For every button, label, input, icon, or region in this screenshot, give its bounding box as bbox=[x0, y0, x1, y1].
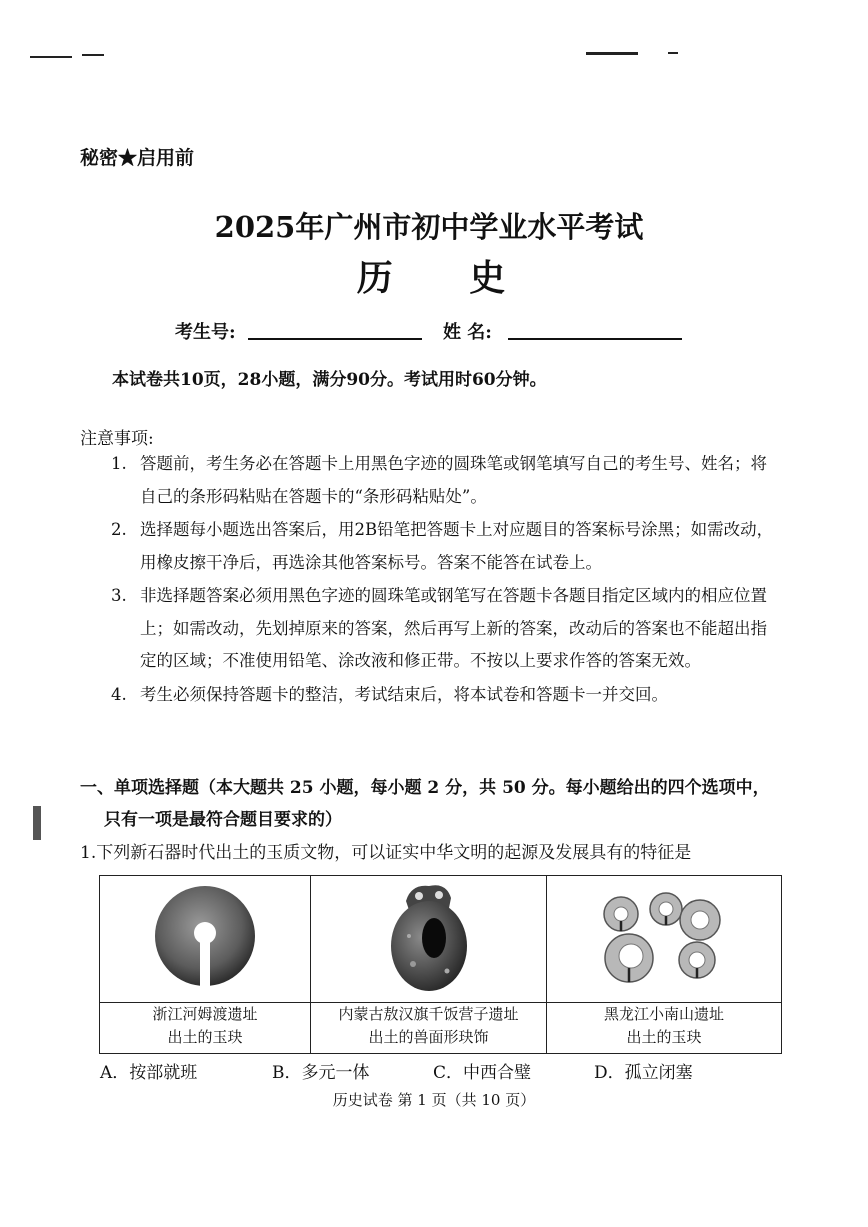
confidential-label: 秘密★启用前 bbox=[80, 147, 195, 169]
exam-title: 2025年广州市初中学业水平考试 bbox=[214, 210, 644, 244]
page-footer: 历史试卷 第 1 页（共 10 页） bbox=[332, 1091, 536, 1109]
figure-caption-line1: 黑龙江小南山遗址 bbox=[603, 1005, 724, 1023]
scan-mark-top-left-2 bbox=[82, 54, 104, 56]
notes-heading: 注意事项: bbox=[80, 429, 154, 449]
note-number: 2. bbox=[111, 520, 127, 539]
note-item bbox=[80, 448, 780, 513]
scan-mark-left-edge bbox=[33, 806, 41, 840]
option-d: D．孤立闭塞 bbox=[594, 1063, 693, 1083]
figure-caption-line2: 出土的兽面形玦饰 bbox=[368, 1028, 489, 1046]
beast-face-jue-image bbox=[311, 876, 546, 998]
figure-caption-line1: 浙江河姆渡遗址 bbox=[152, 1005, 258, 1023]
option-a: A．按部就班 bbox=[100, 1063, 198, 1083]
section-heading-line1: 一、单项选择题（本大题共 25 小题，每小题 2 分，共 50 分。每小题给出的四个选项中， bbox=[80, 778, 770, 798]
figure-cell bbox=[100, 876, 311, 1003]
note-text: 选择题每小题选出答案后，用2B铅笔把答题卡上对应题目的答案标号涂黑；如需改动，用橡皮擦干净后，再选涂其他答案标号。答案不能答在试卷上。 bbox=[140, 520, 774, 572]
figure-cell bbox=[547, 876, 782, 1003]
figure-table bbox=[99, 875, 782, 1054]
jade-jue-xiaonanshan-image bbox=[547, 876, 781, 998]
jade-jue-hemudu-image bbox=[100, 876, 310, 998]
question-stem: 1.下列新石器时代出土的玉质文物，可以证实中华文明的起源及发展具有的特征是 bbox=[80, 843, 692, 863]
note-item bbox=[80, 679, 780, 712]
paper-info: 本试卷共10页，28小题，满分90分。考试用时60分钟。 bbox=[112, 370, 547, 390]
note-item bbox=[80, 514, 780, 579]
section-heading bbox=[80, 772, 800, 836]
scan-mark-top-right-2 bbox=[668, 52, 678, 54]
section-heading-line2: 只有一项是最符合题目要求的） bbox=[104, 810, 342, 830]
figure-caption-line1: 内蒙古敖汉旗千饭营子遗址 bbox=[338, 1005, 519, 1023]
notes-list bbox=[80, 448, 780, 711]
scan-mark-top-left bbox=[30, 56, 72, 58]
figure-caption bbox=[547, 1003, 782, 1054]
figure-caption-line2: 出土的玉玦 bbox=[626, 1028, 702, 1046]
note-number: 3. bbox=[111, 586, 127, 605]
note-number: 4. bbox=[111, 684, 127, 704]
note-item bbox=[80, 580, 780, 678]
note-text: 答题前，考生务必在答题卡上用黑色字迹的圆珠笔或钢笔填写自己的考生号、姓名；将自己的条形码粘贴在答题卡的“条形码粘贴处”。 bbox=[140, 454, 767, 506]
subject-title: 历 史 bbox=[356, 257, 538, 299]
figure-caption bbox=[100, 1003, 311, 1054]
examinee-number-field[interactable] bbox=[248, 338, 422, 340]
figure-caption-line2: 出土的玉玦 bbox=[167, 1028, 243, 1046]
note-number: 1. bbox=[111, 454, 127, 473]
name-label: 姓 名: bbox=[443, 322, 492, 343]
option-c: C．中西合璧 bbox=[433, 1063, 532, 1083]
figure-caption bbox=[311, 1003, 547, 1054]
note-text: 非选择题答案必须用黑色字迹的圆珠笔或钢笔写在答题卡各题目指定区域内的相应位置上；如需改动，先划掉原来的答案，然后再写上新的答案，改动后的答案也不能超出指定的区域；不准使用铅笔、涂改液和修正带。不按以上要求作答的答案无效。 bbox=[140, 586, 767, 670]
option-b: B．多元一体 bbox=[272, 1063, 370, 1083]
name-field[interactable] bbox=[508, 338, 682, 340]
note-text: 考生必须保持答题卡的整洁，考试结束后，将本试卷和答题卡一并交回。 bbox=[140, 684, 668, 704]
figure-cell bbox=[311, 876, 547, 1003]
scan-mark-top-right bbox=[586, 52, 638, 55]
examinee-number-label: 考生号: bbox=[175, 322, 236, 343]
